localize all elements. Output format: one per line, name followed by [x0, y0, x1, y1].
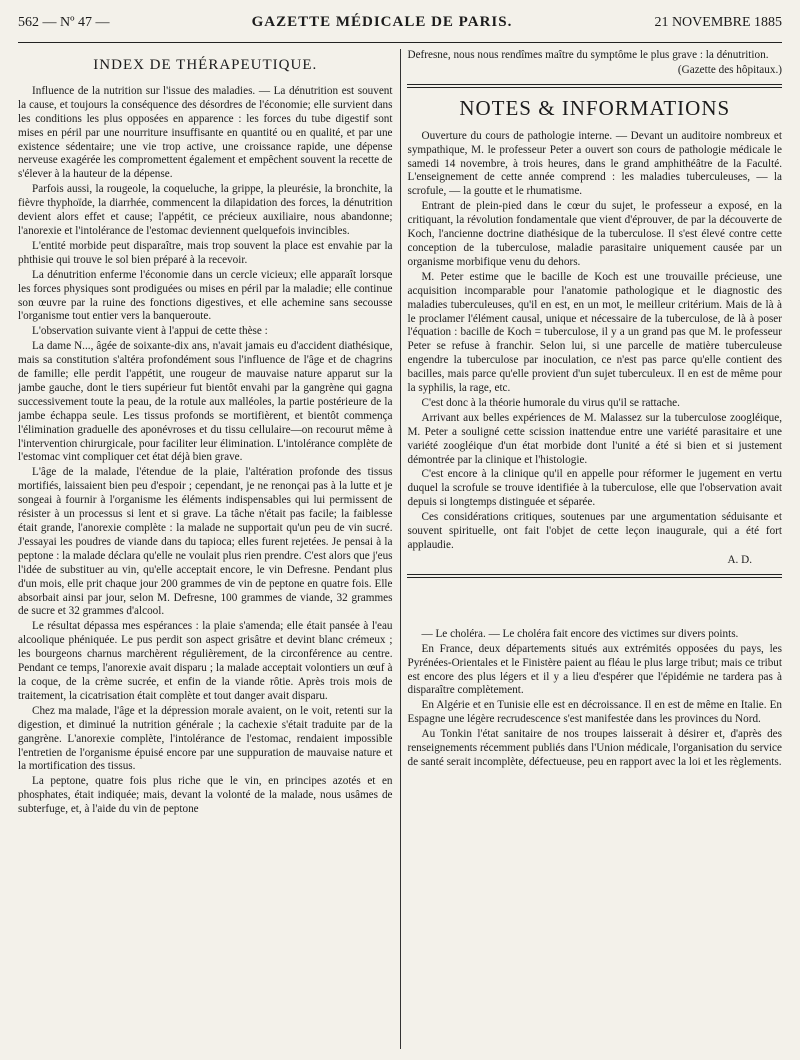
column-divider [400, 49, 401, 1049]
paragraph: En France, deux départements situés aux extrémités opposées du pays, les Pyrénées-Orientales et le Finistère paient au fléau le plus large tribut; mais ce tribut est encore des plus légers et il y a lieu d'espérer que l'épidémie ne tardera pas à disparaître complètement. [407, 642, 782, 697]
paragraph: Le résultat dépassa mes espérances : la plaie s'amenda; elle était pansée à l'eau alcoolique phéniquée. Le pus perdit son aspect grisâtre et devint blanc crémeux ; les bourgeons charnus marchèrent régulièrement, de la circonférence au centre. Pendant ce temps, l'anorexie avait disparu ; la malade acceptait volontiers un œuf à la coque, de la crème sucrée, et enfin de la viande rôtie. Après trois mois de traitement, la cicatrisation était complète et tout danger avait disparu. [18, 620, 393, 702]
journal-title: GAZETTE MÉDICALE DE PARIS. [251, 14, 513, 30]
divider [407, 87, 782, 88]
paragraph: M. Peter estime que le bacille de Koch est une trouvaille précieuse, une acquisition incomparable pour l'anatomie pathologique et le diagnostic des maladies tuberculeuses, qu'il en est, en un mot, le meilleur critérium. Mais de là à le proclamer l'élément causal, unique et nécessaire de la tuberculose, de là à poser l'équation : bacille de Koch = tuberculose, il y a un grand pas que M. le professeur Peter se refuse à franchir. Selon lui, si une parcelle de matière tuberculeuse engendre la tuberculose par inoculation, ce n'est pas parce qu'elle contient des bacilles, mais parce qu'elle provient d'un sujet tuberculeux. Il en est de même pour la syphilis, la rage, etc. [407, 270, 782, 395]
paragraph: Ouverture du cours de pathologie interne. — Devant un auditoire nombreux et sympathique, M. le professeur Peter a ouvert son cours de pathologie médicale le samedi 14 novembre, à trois heures, dans le grand amphithéâtre de la Faculté. L'enseignement de cette année comprend : les maladies tuberculeuses, — la scrofule, — la goutte et le rhumatisme. [407, 129, 782, 198]
paragraph: Parfois aussi, la rougeole, la coqueluche, la grippe, la pleurésie, la bronchite, la fièvre thyphoïde, la diarrhée, commencent la dilapidation des forces, la dénutrition devient alors effet et cause; l'appétit, ce précieux auxiliaire, nous abandonne; l'anorexie et l'intolérance de l'estomac deviennent quelquefois invincibles. [18, 183, 393, 237]
section-title: INDEX DE THÉRAPEUTIQUE. [93, 57, 318, 73]
issue-date: 21 NOVEMBRE 1885 [654, 15, 782, 30]
divider [407, 84, 782, 85]
paragraph: C'est donc à la théorie humorale du virus qu'il se rattache. [421, 396, 680, 409]
notes-title: NOTES & INFORMATIONS [459, 95, 731, 120]
page-header [18, 14, 782, 43]
paragraph: Ces considérations critiques, soutenues par une argumentation séduisante et souvent spirituelle, ont fait l'objet de cette leçon inaugurale, qui a été fort applaudie. [407, 511, 782, 551]
paragraph: La dénutrition enferme l'économie dans un cercle vicieux; elle apparaît lorsque les forces physiques sont prodiguées ou mises en péril par la maladie; elle continue son œuvre par la ruine des fonctions digestives, et elle achemine sans secousse l'organisme tout entier vers la banqueroute. [18, 268, 393, 323]
paragraph: Au Tonkin l'état sanitaire de nos troupes laisserait à désirer et, d'après des renseignements récemment publiés dans l'Union médicale, l'organisation du service de santé serait incomplète, défectueuse, peu en rapport avec la loi et les règlements. [407, 728, 782, 768]
paragraph: Entrant de plein-pied dans le cœur du sujet, le professeur a exposé, en la critiquant, la révolution fondamentale que vient d'éprouver, de par la découverte de Koch, l'ancienne doctrine diathésique de la tuberculose. Il s'est élevé contre cette conception de la tuberculose, maladie parasitaire uniquement causée par un organisme morbifique venu du dehors. [407, 200, 782, 268]
paragraph: La peptone, quatre fois plus riche que le vin, en principes azotés et en phosphates, était indiquée; mais, devant la volonté de la malade, nous usâmes de subterfuge, et, à l'aide du vin de peptone [18, 775, 393, 816]
paragraph: Arrivant aux belles expériences de M. Malassez sur la tuberculose zoogléique, M. Peter a souligné cette scission inattendue entre une variété parasitaire et une variété zoogléique d'un état morbide dont l'unité a été si bien et si justement démontrée par la clinique et l'histologie. [407, 411, 782, 466]
paragraph: En Algérie et en Tunisie elle est en décroissance. Il en est de même en Italie. En Espagne une légère recrudescence s'est manifestée dans les provinces du Nord. [407, 699, 782, 726]
paragraph: Influence de la nutrition sur l'issue des maladies. — La dénutrition est souvent la cause, et toujours la conséquence des désordres de l'économie; elle survient dans les conditions les plus opposées en apparence : les forces du tube digestif sont mises en péril par une nourriture insuffisante en quantité ou en qualité, et par une existence sédentaire; une vie trop active, une croissance rapide, une dépense nerveuse exagérée les compromettent également et empêchent souvent la recette de s'élever à la hauteur de la dépense. [18, 84, 393, 181]
paragraph: Chez ma malade, l'âge et la dépression morale avaient, on le voit, retenti sur la digestion, et diminué la nutrition générale ; la cachexie s'était traduite par de la gangrène. L'anorexie complète, l'intolérance de l'estomac, rendaient impossible l'entretien de l'organisme épuisé encore par une suppuration de mauvaise nature et la mortification des tissus. [18, 704, 393, 773]
source-citation: (Gazette des hôpitaux.) [677, 63, 782, 76]
paragraph: L'observation suivante vient à l'appui de cette thèse : [32, 325, 268, 338]
paragraph: L'entité morbide peut disparaître, mais trop souvent la place est envahie par la phthisie qui trouve le sol bien préparé à la recevoir. [18, 239, 393, 266]
continuation-text: Defresne, nous nous rendîmes maître du symptôme le plus grave : la dénutrition. [407, 49, 769, 61]
right-column [407, 49, 782, 1049]
faded-heading-area [407, 578, 782, 628]
paragraph: C'est encore à la clinique qu'il en appelle pour réformer le jugement en vertu duquel la scrofule se trouve identifiée à la tuberculose, elle que l'observation avait depuis si longtemps distinguée et séparée. [407, 468, 782, 509]
signature: A. D. [727, 553, 752, 566]
divider [407, 574, 782, 575]
paragraph: L'âge de la malade, l'étendue de la plaie, l'altération profonde des tissus mortifiés, laissaient bien peu d'espoir ; cependant, je ne renonçai pas à la lutte et je songeai à fournir à l'organisme les éléments indispensables qui lui permissent de résister à un processus si lent et si grave. La tâche n'était pas facile; la faiblesse était grande, l'anorexie complète : la malade ne supportait qu'un peu de vin sucré. J'essayai les poudres de viande dans du tapioca; elles furent rejetées. Je pensai à la peptone : la malade déclara qu'elle ne voulait plus rien prendre. C'est alors que j'eus l'idée de substituer au vin, qu'elle acceptait encore, le vin Defresne. Pendant plus d'un mois, elle prit chaque jour 200 grammes de vin de peptone en quatre fois. Elle absorbait ainsi par jour, selon M. Defresne, 100 grammes de viande, 32 grammes de sucre et 32 grammes d'alcool. [18, 466, 393, 618]
paragraph: La dame N..., âgée de soixante-dix ans, n'avait jamais eu d'accident diathésique, mais sa constitution s'altéra profondément sous l'influence de l'âge et de chagrins de famille; elle perdit l'appétit, une rougeur de mauvaise nature apparut sur la jambe gauche, dont le tiers supérieur fut bientôt envahi par la gangrène qui gagna successivement toute la peau, de la rotule aux malléoles, la partie postérieure de la jambe échappa seule. Les tissus profonds se mortifièrent, et bientôt commença l'élimination graduelle des aponévroses et du tissu cellulaire—on recourut même à l'intervention chirurgicale, pour faciliter leur élimination. L'intolérance complète de l'estomac vint compliquer cet état déjà bien grave. [18, 340, 393, 464]
paragraph: — Le choléra. — Le choléra fait encore des victimes sur divers points. [421, 627, 739, 640]
page-number: 562 — Nº 47 — [18, 15, 110, 30]
left-column [18, 49, 393, 1049]
